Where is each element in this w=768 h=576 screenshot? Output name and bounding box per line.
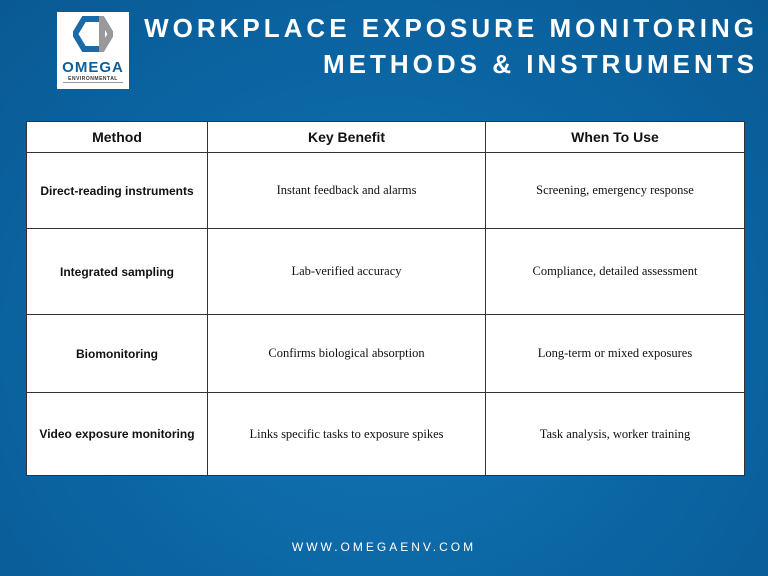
table-row xyxy=(27,153,745,229)
benefit-cell: Confirms biological absorption xyxy=(208,315,486,393)
method-cell: Biomonitoring xyxy=(27,315,208,393)
header-key-benefit: Key Benefit xyxy=(208,122,486,153)
method-cell: Video exposure monitoring xyxy=(27,393,208,476)
header-when-to-use: When To Use xyxy=(486,122,745,153)
logo-sub: ENVIRONMENTAL xyxy=(63,76,123,83)
logo-brand: OMEGA xyxy=(62,59,124,76)
benefit-cell: Links specific tasks to exposure spikes xyxy=(208,393,486,476)
title-line-2: METHODS & INSTRUMENTS xyxy=(323,49,758,79)
usage-cell: Screening, emergency response xyxy=(486,153,745,229)
method-cell: Integrated sampling xyxy=(27,229,208,315)
benefit-cell: Instant feedback and alarms xyxy=(208,153,486,229)
usage-cell: Compliance, detailed assessment xyxy=(486,229,745,315)
header-method: Method xyxy=(27,122,208,153)
table-header-row xyxy=(27,122,745,153)
table-row xyxy=(27,229,745,315)
usage-cell: Long-term or mixed exposures xyxy=(486,315,745,393)
logo xyxy=(57,12,129,89)
website-footer: WWW.OMEGAENV.COM xyxy=(291,540,477,554)
table-row xyxy=(27,393,745,476)
benefit-cell: Lab-verified accuracy xyxy=(208,229,486,315)
table-row xyxy=(27,315,745,393)
methods-table xyxy=(26,121,745,476)
title-line-1: WORKPLACE EXPOSURE MONITORING xyxy=(144,13,758,43)
page-title xyxy=(144,10,758,82)
hexagon-logo-icon xyxy=(73,16,113,52)
method-cell: Direct-reading instruments xyxy=(27,153,208,229)
usage-cell: Task analysis, worker training xyxy=(486,393,745,476)
